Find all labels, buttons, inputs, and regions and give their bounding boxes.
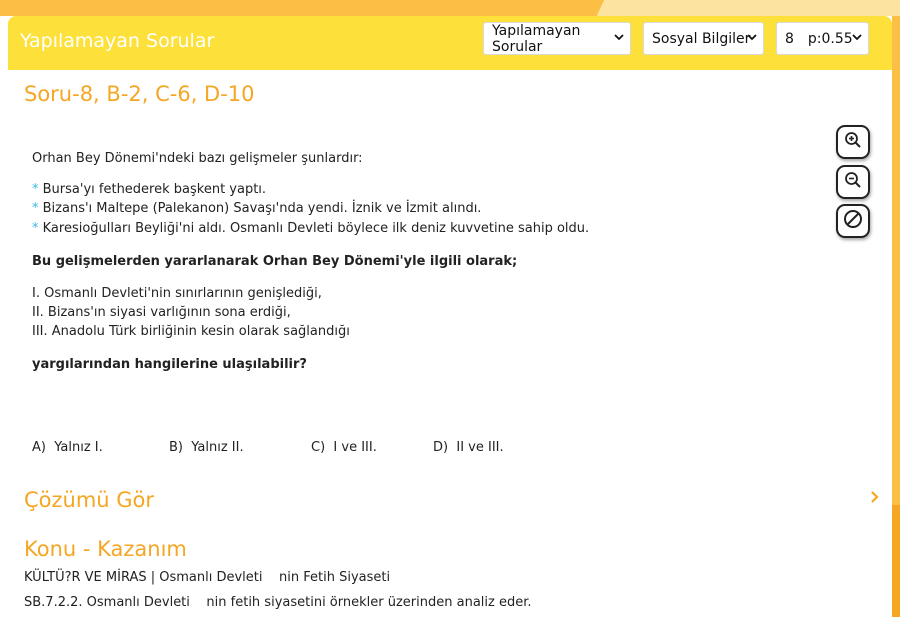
option-a[interactable]: A) Yalnız I. bbox=[32, 440, 103, 455]
topic-title: Konu - Kazanım bbox=[24, 537, 187, 561]
chevron-down-icon bbox=[747, 31, 757, 45]
question-ask: yargılarından hangilerine ulaşılabilir? bbox=[32, 357, 307, 372]
zoom-out-button[interactable] bbox=[836, 165, 870, 199]
outcome-line: SB.7.2.2. Osmanlı Devleti nin fetih siyasetini örnekler üzerinden analiz eder. bbox=[24, 595, 532, 610]
list-item: * Bursa'yı fethederek başkent yaptı. bbox=[32, 182, 267, 197]
app-header bbox=[8, 16, 892, 70]
zoom-in-icon bbox=[844, 131, 862, 154]
zoom-reset-button[interactable] bbox=[836, 204, 870, 238]
question-number-value: 8 bbox=[785, 30, 794, 47]
scrollbar-thumb[interactable] bbox=[892, 505, 900, 617]
zoom-out-icon bbox=[844, 171, 862, 194]
show-solution-link[interactable]: Çözümü Gör bbox=[24, 488, 155, 512]
question-title: Soru-8, B-2, C-6, D-10 bbox=[24, 82, 255, 106]
topic-line: KÜLTÜ?R VE MİRAS | Osmanlı Devleti nin Fetih Siyaseti bbox=[24, 570, 391, 585]
option-b[interactable]: B) Yalnız II. bbox=[169, 440, 244, 455]
question-prompt: Bu gelişmelerden yararlanarak Orhan Bey Dönemi'yle ilgili olarak; bbox=[32, 254, 518, 269]
bullet-star: * bbox=[32, 182, 39, 197]
chevron-down-icon bbox=[614, 31, 624, 45]
chevron-down-icon bbox=[852, 31, 862, 45]
question-p-value: p:0.55 bbox=[807, 30, 853, 47]
question-type-value: Yapılamayan Sorular bbox=[492, 22, 581, 55]
list-item: * Karesioğulları Beyliği'ni aldı. Osmanlı Devleti böylece ilk deniz kuvvetine sahip oldu. bbox=[32, 221, 590, 236]
question-type-select[interactable] bbox=[483, 22, 631, 55]
subject-value: Sosyal Bilgiler bbox=[652, 30, 751, 47]
option-c[interactable]: C) I ve III. bbox=[311, 440, 377, 455]
statement-item: II. Bizans'ın siyasi varlığının sona erdiği, bbox=[32, 305, 291, 320]
reset-icon bbox=[843, 209, 863, 234]
chevron-right-icon[interactable] bbox=[870, 490, 880, 509]
list-item: * Bizans'ı Maltepe (Palekanon) Savaşı'nda yendi. İznik ve İzmit alındı. bbox=[32, 201, 482, 216]
option-d[interactable]: D) II ve III. bbox=[433, 440, 504, 455]
statement-item: I. Osmanlı Devleti'nin sınırlarının genişlediği, bbox=[32, 286, 322, 301]
bullet-star: * bbox=[32, 201, 39, 216]
app-title: Yapılamayan Sorular bbox=[20, 30, 215, 52]
main-content bbox=[8, 70, 884, 617]
zoom-in-button[interactable] bbox=[836, 125, 870, 159]
bullet-star: * bbox=[32, 221, 39, 236]
subject-select[interactable] bbox=[643, 22, 764, 55]
top-accent-light bbox=[560, 0, 900, 16]
question-intro: Orhan Bey Dönemi'ndeki bazı gelişmeler şunlardır: bbox=[32, 151, 363, 166]
statement-item: III. Anadolu Türk birliğinin kesin olarak sağlandığı bbox=[32, 324, 350, 339]
question-number-select[interactable] bbox=[776, 22, 869, 55]
